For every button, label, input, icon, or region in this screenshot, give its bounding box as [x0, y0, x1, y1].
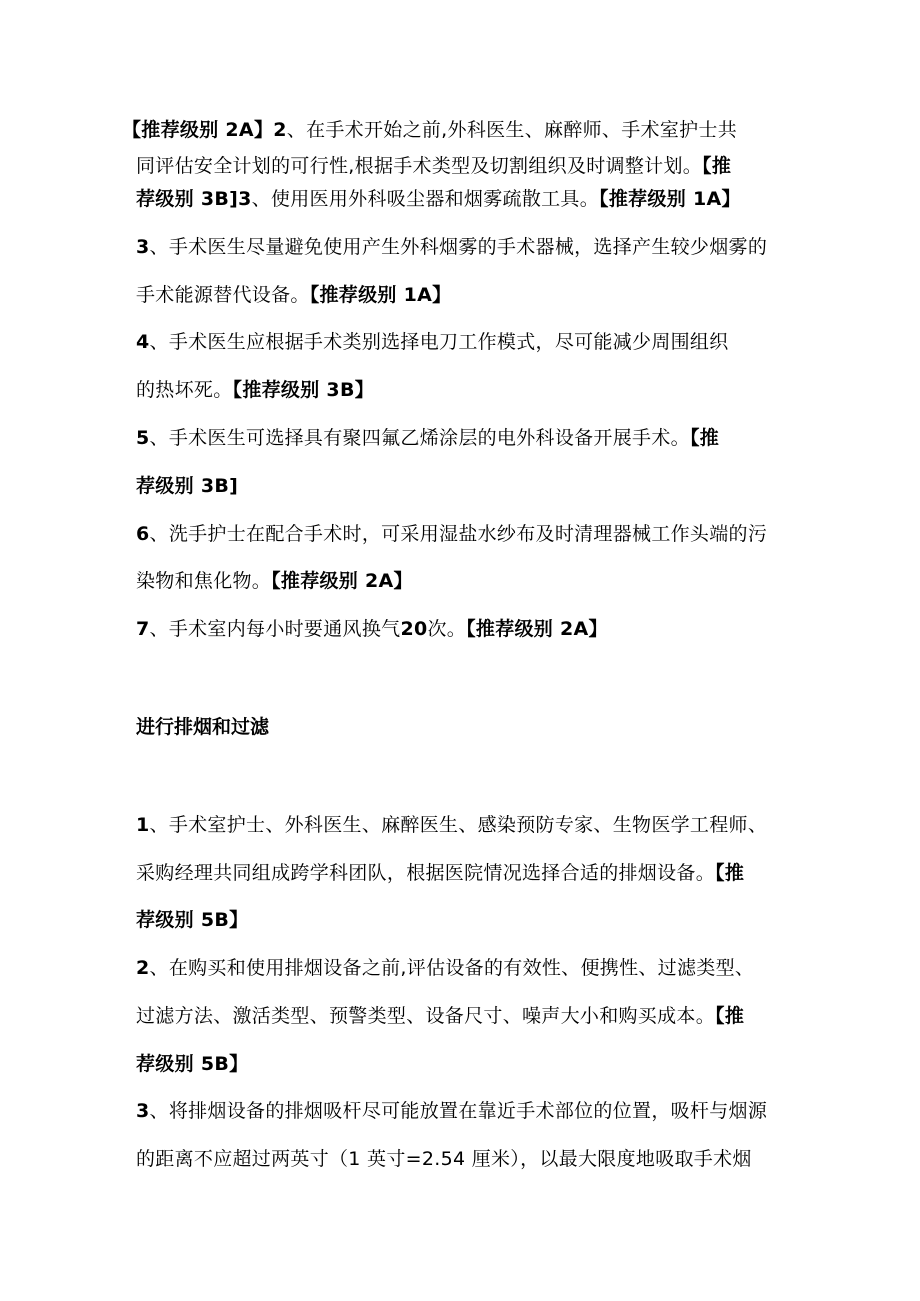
- paragraph-text: 、手术室护士、外科医生、麻醉医生、感染预防专家、生物医学工程师、: [149, 814, 768, 836]
- paragraph-line: [122, 118, 737, 142]
- paragraph-line: [136, 813, 767, 837]
- paragraph-line: [136, 1004, 744, 1028]
- item-number: 1: [136, 814, 150, 836]
- recommendation-tag: 荐级别 5B】: [136, 1053, 249, 1075]
- recommendation-tag: 荐级别 3B]: [136, 475, 239, 497]
- paragraph-text: 、手术医生可选择具有聚四氟乙烯涂层的电外科设备开展手术。: [149, 427, 690, 449]
- item-number: 2: [273, 119, 287, 141]
- paragraph-text: 、手术室内每小时要通风换气: [149, 618, 401, 640]
- recommendation-tag: 【推荐级别 1A】: [599, 188, 741, 210]
- paragraph-line: [136, 617, 608, 641]
- paragraph-text: 、使用医用外科吸尘器和烟雾疏散工具。: [251, 188, 600, 210]
- paragraph-line: [136, 378, 374, 402]
- paragraph-line: [136, 908, 248, 932]
- paragraph-text: 次。: [427, 618, 467, 640]
- paragraph-line: [136, 187, 741, 211]
- recommendation-tag: 【推: [715, 862, 745, 884]
- recommendation-tag: 【推荐级别 2A】: [122, 119, 274, 141]
- recommendation-tag: 【推荐级别 1A】: [309, 284, 452, 306]
- recommendation-tag: 【推: [702, 155, 732, 177]
- paragraph-line: [136, 956, 754, 980]
- recommendation-tag: 【推荐级别 2A】: [466, 618, 608, 640]
- paragraph-text: 、洗手护士在配合手术时，可采用湿盐水纱布及时清理器械工作头端的污: [149, 523, 768, 545]
- section-heading: 进行排烟和过滤: [136, 716, 270, 738]
- paragraph-line: [136, 330, 729, 354]
- recommendation-tag: 【推: [715, 1005, 745, 1027]
- paragraph-text: 的热坏死。: [136, 379, 233, 401]
- item-number: 5: [136, 427, 150, 449]
- paragraph-line: [136, 235, 767, 259]
- paragraph-text: 过滤方法、激活类型、预警类型、设备尺寸、噪声大小和购买成本。: [136, 1005, 716, 1027]
- recommendation-tag: 【推荐级别 2A】: [271, 570, 413, 592]
- paragraph-text: 同评估安全计划的可行性,根据手术类型及切割组织及时调整计划。: [136, 155, 703, 177]
- count-value: 20: [400, 618, 428, 640]
- paragraph-line: [136, 861, 744, 885]
- item-number: 3: [136, 1100, 150, 1122]
- paragraph-text: 、手术医生应根据手术类别选择电刀工作模式，尽可能减少周围组织: [149, 331, 729, 353]
- paragraph-text: 的距离不应超过两英寸（1 英寸=2.54 厘米），以最大限度地吸取手术烟: [136, 1148, 752, 1170]
- paragraph-line: [136, 1147, 752, 1171]
- paragraph-line: [136, 474, 238, 498]
- paragraph-line: [136, 522, 767, 546]
- paragraph-text: 手术能源替代设备。: [136, 284, 310, 306]
- paragraph-line: [136, 569, 413, 593]
- item-number: 2: [136, 957, 150, 979]
- paragraph-text: 、将排烟设备的排烟吸杆尽可能放置在靠近手术部位的位置，吸杆与烟源: [149, 1100, 768, 1122]
- recommendation-tag: 荐级别 3B]3: [136, 188, 252, 210]
- item-number: 3: [136, 236, 150, 258]
- item-number: 4: [136, 331, 150, 353]
- paragraph-text: 采购经理共同组成跨学科团队，根据医院情况选择合适的排烟设备。: [136, 862, 716, 884]
- item-number: 7: [136, 618, 150, 640]
- item-number: 6: [136, 523, 150, 545]
- paragraph-line: [136, 1052, 248, 1076]
- paragraph-text: 、在手术开始之前,外科医生、麻醉师、手术室护士共: [286, 119, 738, 141]
- recommendation-tag: 荐级别 5B】: [136, 909, 249, 931]
- paragraph-text: 、手术医生尽量避免使用产生外科烟雾的手术器械，选择产生较少烟雾的: [149, 236, 768, 258]
- paragraph-line: [136, 283, 451, 307]
- paragraph-line: [136, 154, 731, 178]
- paragraph-line: [136, 1099, 767, 1123]
- paragraph-text: 、在购买和使用排烟设备之前,评估设备的有效性、便携性、过滤类型、: [149, 957, 755, 979]
- paragraph-line: [136, 426, 719, 450]
- recommendation-tag: 【推荐级别 3B】: [232, 379, 375, 401]
- recommendation-tag: 【推: [689, 427, 720, 449]
- paragraph-text: 染物和焦化物。: [136, 570, 272, 592]
